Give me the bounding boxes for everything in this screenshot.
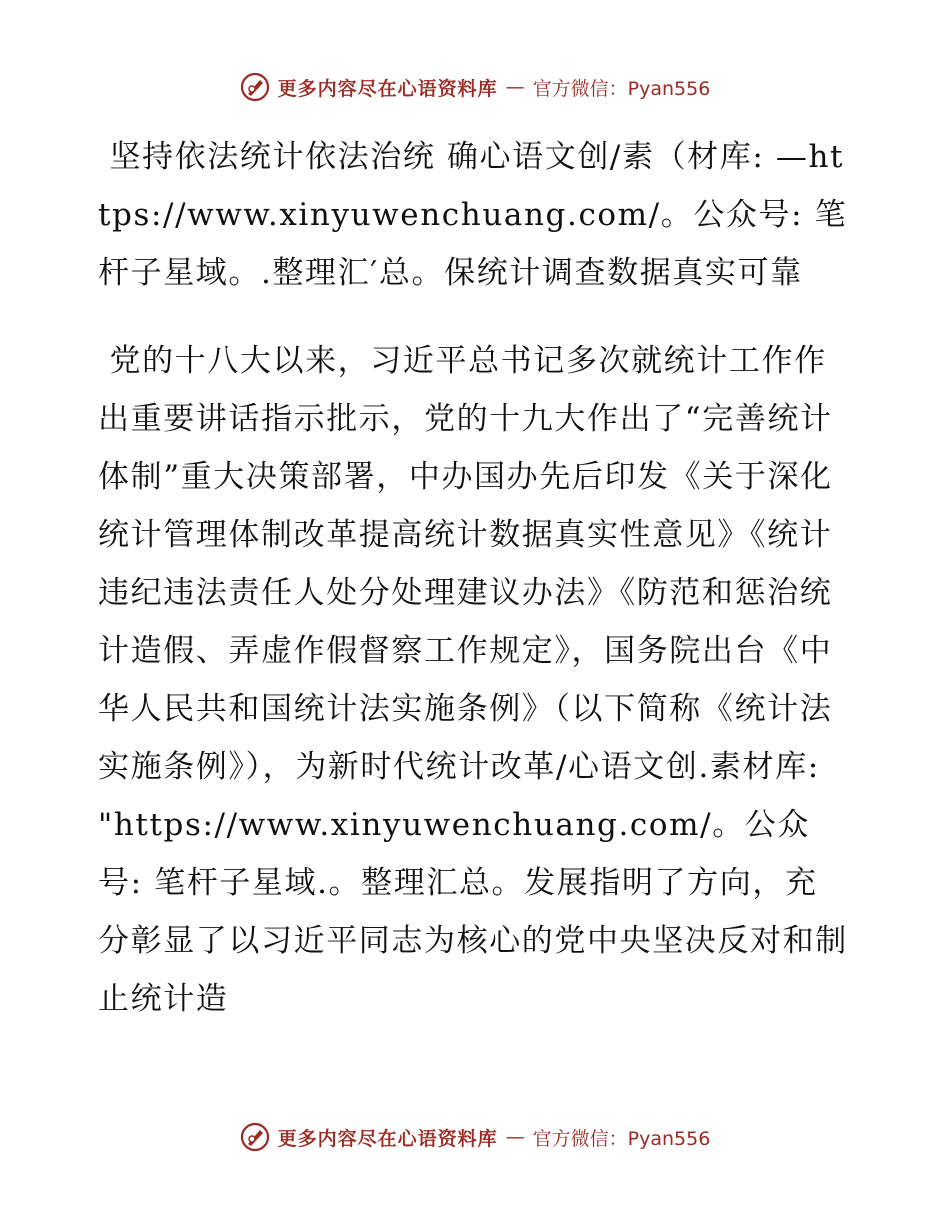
header-separator: — bbox=[505, 76, 525, 98]
header-brand-text: 更多内容尽在心语资料库 bbox=[277, 77, 498, 100]
document-body bbox=[98, 128, 850, 1028]
page-header-banner bbox=[0, 72, 950, 102]
footer-wechat-text: 官方微信：Pyan556 bbox=[532, 1127, 711, 1150]
header-wechat-text: 官方微信：Pyan556 bbox=[532, 77, 711, 100]
document-body-paragraph: 党的十八大以来，习近平总书记多次就统计工作作出重要讲话指示批示，党的十九大作出了“完善统计体制”重大决策部署，中办国办先后印发《关于深化统计管理体制改革提高统计数据真实性意见》《统计违纪违法责任人处分处理建议办法》《防范和惩治统计造假、弄虚作假督察工作规定》，国务院出台《中华人民共和国统计法实施条例》（以下简称《统计法实施条例》），为新时代统计改革/心语文创.素材库: "https://www.xinyuwenchuang.com/。公众号: 笔杆子星域.。整理汇总。发展指明了方向，充分彰显了以习近平同志为核心的党中央坚决反对和制止统计造 bbox=[98, 343, 848, 1017]
pen-logo-icon bbox=[240, 72, 270, 102]
footer-brand-text: 更多内容尽在心语资料库 bbox=[277, 1127, 498, 1150]
footer-separator: — bbox=[505, 1126, 525, 1148]
page-footer-banner bbox=[0, 1122, 950, 1152]
document-heading-paragraph: 坚持依法统计依法治统 确心语文创/素（材库: —https://www.xinyuwenchuang.com/。公众号: 笔杆子星域。.整理汇′总。保统计调查数据真实可靠 bbox=[98, 139, 848, 291]
pen-logo-icon bbox=[240, 1122, 270, 1152]
